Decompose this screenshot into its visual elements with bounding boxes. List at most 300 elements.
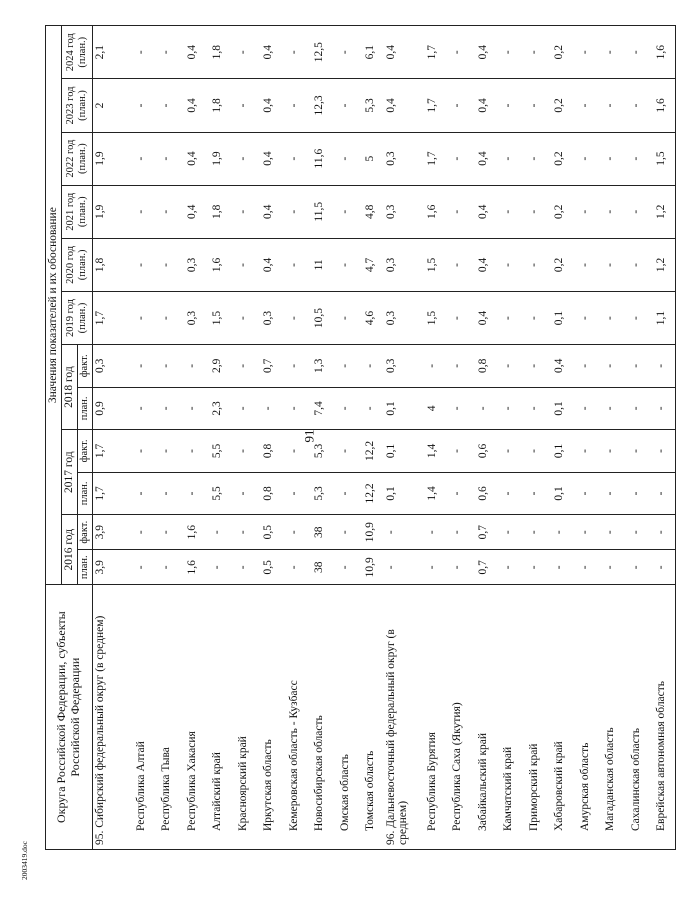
value-cell: 1,6 (180, 550, 206, 585)
value-cell: - (598, 291, 624, 344)
value-cell: - (333, 345, 359, 388)
value-cell: - (154, 550, 180, 585)
header-2021: 2021 год (план.) (61, 185, 92, 238)
value-cell: - (522, 291, 548, 344)
value-cell: 1,8 (205, 185, 231, 238)
value-cell: 0,3 (384, 238, 420, 291)
region-name: Магаданская область (598, 585, 624, 850)
value-cell: 0,3 (384, 132, 420, 185)
value-cell: - (598, 79, 624, 132)
value-cell: 4 (420, 387, 446, 430)
value-cell: 1,6 (205, 238, 231, 291)
value-cell: - (231, 345, 257, 388)
value-cell: - (231, 387, 257, 430)
value-cell: - (624, 515, 650, 550)
value-cell: 2,1 (92, 26, 129, 79)
value-cell: 0,7 (471, 550, 497, 585)
value-cell: 1,9 (92, 132, 129, 185)
value-cell: - (471, 387, 497, 430)
value-cell: 0,4 (256, 185, 282, 238)
value-cell: - (522, 387, 548, 430)
value-cell: - (420, 345, 446, 388)
table-row (256, 26, 282, 850)
value-cell: 0,4 (384, 26, 420, 79)
value-cell: 1,5 (420, 238, 446, 291)
value-cell: - (129, 238, 155, 291)
value-cell: - (547, 515, 573, 550)
value-cell: - (573, 79, 599, 132)
value-cell: - (624, 185, 650, 238)
table-row (307, 26, 333, 850)
value-cell: - (282, 26, 308, 79)
value-cell: - (522, 185, 548, 238)
value-cell: 1,4 (420, 430, 446, 473)
value-cell: 1,1 (649, 291, 675, 344)
value-cell: 0,2 (547, 132, 573, 185)
value-cell: - (420, 515, 446, 550)
value-cell: 0,3 (92, 345, 129, 388)
value-cell: 0,1 (384, 430, 420, 473)
table-row (231, 26, 257, 850)
value-cell: - (522, 345, 548, 388)
value-cell: - (573, 345, 599, 388)
value-cell: - (231, 550, 257, 585)
value-cell: - (598, 185, 624, 238)
value-cell: 5,3 (307, 430, 333, 473)
value-cell: - (129, 26, 155, 79)
value-cell: - (333, 238, 359, 291)
region-name: Омская область (333, 585, 359, 850)
header-fact: факт. (77, 515, 92, 550)
value-cell: - (384, 550, 420, 585)
value-cell: - (154, 430, 180, 473)
region-name: Еврейская автономная область (649, 585, 675, 850)
value-cell: 0,4 (256, 132, 282, 185)
value-cell: 0,8 (471, 345, 497, 388)
value-cell: - (231, 515, 257, 550)
value-cell: - (496, 185, 522, 238)
value-cell: - (129, 345, 155, 388)
header-plan: план. (77, 472, 92, 515)
value-cell: - (384, 515, 420, 550)
table-row (333, 26, 359, 850)
value-cell: - (154, 515, 180, 550)
region-name: Хабаровский край (547, 585, 573, 850)
value-cell: 0,8 (256, 430, 282, 473)
value-cell: 0,4 (471, 26, 497, 79)
value-cell: - (231, 430, 257, 473)
table-row (649, 26, 675, 850)
value-cell: - (573, 238, 599, 291)
value-cell: 3,9 (92, 550, 129, 585)
value-cell: 7,4 (307, 387, 333, 430)
value-cell: 5 (358, 132, 384, 185)
table-row (547, 26, 573, 850)
value-cell: - (256, 387, 282, 430)
header-2017: 2017 год (61, 430, 77, 515)
value-cell: - (496, 26, 522, 79)
value-cell: - (231, 132, 257, 185)
value-cell: - (333, 132, 359, 185)
value-cell: 1,7 (420, 79, 446, 132)
value-cell: 0,3 (384, 345, 420, 388)
table-row (154, 26, 180, 850)
region-name: Камчатский край (496, 585, 522, 850)
value-cell: - (445, 185, 471, 238)
value-cell: 1,2 (649, 238, 675, 291)
value-cell: - (445, 550, 471, 585)
value-cell: 10,9 (358, 550, 384, 585)
header-region: Округа Российской Федерации, субъекты Российской Федерации (46, 585, 93, 850)
value-cell: - (282, 387, 308, 430)
value-cell: - (333, 387, 359, 430)
value-cell: 1,2 (649, 185, 675, 238)
value-cell: 0,4 (256, 79, 282, 132)
value-cell: - (445, 472, 471, 515)
table-row (598, 26, 624, 850)
value-cell: 1,8 (205, 79, 231, 132)
value-cell: - (598, 345, 624, 388)
value-cell: 1,6 (649, 79, 675, 132)
value-cell: - (129, 430, 155, 473)
table-row (471, 26, 497, 850)
value-cell: 1,7 (92, 291, 129, 344)
value-cell: - (598, 238, 624, 291)
value-cell: - (522, 26, 548, 79)
value-cell: - (624, 132, 650, 185)
value-cell: 38 (307, 515, 333, 550)
value-cell: 0,3 (384, 291, 420, 344)
value-cell: 6,1 (358, 26, 384, 79)
value-cell: 0,1 (384, 387, 420, 430)
value-cell: - (598, 550, 624, 585)
value-cell: 1,7 (92, 472, 129, 515)
value-cell: 5,5 (205, 472, 231, 515)
value-cell: - (282, 515, 308, 550)
value-cell: 0,2 (547, 26, 573, 79)
value-cell: - (624, 238, 650, 291)
value-cell: 0,1 (547, 472, 573, 515)
value-cell: - (154, 387, 180, 430)
region-name: Красноярский край (231, 585, 257, 850)
value-cell: - (496, 238, 522, 291)
region-name: Иркутская область (256, 585, 282, 850)
value-cell: - (522, 238, 548, 291)
value-cell: - (445, 430, 471, 473)
value-cell: - (573, 185, 599, 238)
value-cell: 11,6 (307, 132, 333, 185)
value-cell: - (333, 430, 359, 473)
value-cell: - (129, 79, 155, 132)
value-cell: 10,5 (307, 291, 333, 344)
value-cell: 0,4 (180, 26, 206, 79)
value-cell: - (282, 132, 308, 185)
value-cell: - (573, 430, 599, 473)
value-cell: - (445, 387, 471, 430)
value-cell: 11 (307, 238, 333, 291)
value-cell: - (598, 387, 624, 430)
value-cell: - (649, 345, 675, 388)
value-cell: - (624, 472, 650, 515)
table-row (129, 26, 155, 850)
value-cell: 0,1 (547, 387, 573, 430)
value-cell: - (333, 291, 359, 344)
value-cell: - (282, 550, 308, 585)
header-2016: 2016 год (61, 515, 77, 585)
value-cell: - (649, 550, 675, 585)
value-cell: 0,4 (471, 291, 497, 344)
value-cell: - (496, 472, 522, 515)
region-name: Республика Алтай (129, 585, 155, 850)
value-cell: 0,3 (180, 238, 206, 291)
header-2018: 2018 год (61, 345, 77, 430)
value-cell: 0,4 (180, 79, 206, 132)
value-cell: 12,2 (358, 472, 384, 515)
value-cell: - (624, 291, 650, 344)
value-cell: - (129, 550, 155, 585)
value-cell: - (154, 472, 180, 515)
region-name: Алтайский край (205, 585, 231, 850)
value-cell: - (282, 79, 308, 132)
value-cell: - (598, 430, 624, 473)
value-cell: - (445, 515, 471, 550)
value-cell: - (231, 26, 257, 79)
value-cell: - (282, 430, 308, 473)
header-plan: план. (77, 550, 92, 585)
value-cell: - (496, 430, 522, 473)
value-cell: - (496, 387, 522, 430)
value-cell: 0,3 (180, 291, 206, 344)
value-cell: 4,7 (358, 238, 384, 291)
page-number: 91 (301, 429, 317, 443)
region-name: 95. Сибирский федеральный округ (в среднем) (92, 585, 129, 850)
header-2024: 2024 год (план.) (61, 26, 92, 79)
value-cell: 1,7 (92, 430, 129, 473)
value-cell: - (598, 472, 624, 515)
value-cell: 12,2 (358, 430, 384, 473)
value-cell: - (282, 291, 308, 344)
value-cell: 38 (307, 550, 333, 585)
header-2022: 2022 год (план.) (61, 132, 92, 185)
value-cell: - (282, 238, 308, 291)
value-cell: - (522, 472, 548, 515)
value-cell: - (496, 345, 522, 388)
value-cell: 5,5 (205, 430, 231, 473)
region-name: Сахалинская область (624, 585, 650, 850)
value-cell: 1,9 (92, 185, 129, 238)
region-name: Забайкальский край (471, 585, 497, 850)
value-cell: 0,1 (547, 430, 573, 473)
value-cell: - (180, 430, 206, 473)
value-cell: 0,5 (256, 550, 282, 585)
table-row (384, 26, 420, 850)
value-cell: - (231, 185, 257, 238)
value-cell: - (154, 26, 180, 79)
value-cell: 2,9 (205, 345, 231, 388)
value-cell: 1,5 (420, 291, 446, 344)
table-row (205, 26, 231, 850)
value-cell: - (231, 238, 257, 291)
value-cell: - (649, 515, 675, 550)
value-cell: - (547, 550, 573, 585)
value-cell: - (522, 430, 548, 473)
value-cell: - (496, 550, 522, 585)
value-cell: 0,4 (547, 345, 573, 388)
value-cell: 2 (92, 79, 129, 132)
value-cell: 0,4 (471, 238, 497, 291)
value-cell: - (154, 132, 180, 185)
header-group: Значения показателей и их обоснование (46, 26, 62, 585)
table-row (624, 26, 650, 850)
value-cell: 2,3 (205, 387, 231, 430)
header-2019: 2019 год (план.) (61, 291, 92, 344)
value-cell: - (445, 345, 471, 388)
value-cell: 0,3 (384, 185, 420, 238)
value-cell: 0,4 (256, 26, 282, 79)
region-name: Амурская область (573, 585, 599, 850)
value-cell: - (205, 515, 231, 550)
value-cell: 0,6 (471, 430, 497, 473)
value-cell: 0,4 (471, 185, 497, 238)
value-cell: 1,3 (307, 345, 333, 388)
value-cell: - (154, 345, 180, 388)
value-cell: 0,7 (471, 515, 497, 550)
value-cell: 0,2 (547, 79, 573, 132)
value-cell: - (445, 291, 471, 344)
value-cell: - (522, 550, 548, 585)
value-cell: - (445, 26, 471, 79)
document-id: 2003419.doc (20, 841, 29, 880)
value-cell: - (333, 26, 359, 79)
value-cell: - (154, 291, 180, 344)
value-cell: 0,7 (256, 345, 282, 388)
value-cell: - (598, 515, 624, 550)
value-cell: 1,9 (205, 132, 231, 185)
value-cell: 0,4 (180, 185, 206, 238)
value-cell: - (522, 515, 548, 550)
value-cell: 0,4 (471, 132, 497, 185)
header-plan: план. (77, 387, 92, 430)
region-name: Томская область (358, 585, 384, 850)
value-cell: - (129, 515, 155, 550)
value-cell: 10,9 (358, 515, 384, 550)
table-row (445, 26, 471, 850)
value-cell: - (496, 515, 522, 550)
table-row (573, 26, 599, 850)
value-cell: - (624, 345, 650, 388)
value-cell: 0,5 (256, 515, 282, 550)
header-fact: факт. (77, 430, 92, 473)
value-cell: - (522, 132, 548, 185)
value-cell: 0,2 (547, 238, 573, 291)
value-cell: - (649, 430, 675, 473)
value-cell: 0,4 (471, 79, 497, 132)
value-cell: - (231, 79, 257, 132)
value-cell: - (598, 132, 624, 185)
value-cell: - (624, 430, 650, 473)
value-cell: - (496, 132, 522, 185)
indicators-table (45, 25, 676, 850)
header-2020: 2020 год (план.) (61, 238, 92, 291)
value-cell: - (496, 79, 522, 132)
region-name: Новосибирская область (307, 585, 333, 850)
value-cell: 0,1 (384, 472, 420, 515)
value-cell: 1,5 (649, 132, 675, 185)
region-name: Приморский край (522, 585, 548, 850)
value-cell: - (358, 345, 384, 388)
value-cell: - (282, 185, 308, 238)
value-cell: - (573, 291, 599, 344)
value-cell: - (573, 550, 599, 585)
value-cell: 5,3 (307, 472, 333, 515)
value-cell: - (129, 472, 155, 515)
value-cell: - (573, 515, 599, 550)
value-cell: - (649, 387, 675, 430)
value-cell: - (282, 345, 308, 388)
value-cell: 0,4 (180, 132, 206, 185)
value-cell: 0,9 (92, 387, 129, 430)
value-cell: 1,5 (205, 291, 231, 344)
value-cell: 1,6 (649, 26, 675, 79)
table-row (496, 26, 522, 850)
value-cell: 0,8 (256, 472, 282, 515)
value-cell: - (624, 79, 650, 132)
value-cell: - (231, 291, 257, 344)
value-cell: 0,2 (547, 185, 573, 238)
value-cell: - (333, 550, 359, 585)
header-2023: 2023 год (план.) (61, 79, 92, 132)
value-cell: - (129, 387, 155, 430)
region-name: Кемеровская область - Кузбасс (282, 585, 308, 850)
value-cell: 0,4 (384, 79, 420, 132)
value-cell: - (154, 238, 180, 291)
value-cell: 12,5 (307, 26, 333, 79)
value-cell: 11,5 (307, 185, 333, 238)
table-row (180, 26, 206, 850)
value-cell: - (445, 238, 471, 291)
value-cell: 1,6 (420, 185, 446, 238)
table-row (358, 26, 384, 850)
value-cell: - (180, 345, 206, 388)
value-cell: - (573, 132, 599, 185)
region-name: Республика Тыва (154, 585, 180, 850)
value-cell: - (649, 472, 675, 515)
table-row (420, 26, 446, 850)
value-cell: - (624, 387, 650, 430)
value-cell: - (231, 472, 257, 515)
value-cell: 1,7 (420, 26, 446, 79)
value-cell: 3,9 (92, 515, 129, 550)
value-cell: 4,6 (358, 291, 384, 344)
value-cell: - (573, 26, 599, 79)
value-cell: - (358, 387, 384, 430)
value-cell: - (522, 79, 548, 132)
region-name: 96. Дальневосточный федеральный округ (в среднем) (384, 585, 420, 850)
value-cell: 1,8 (92, 238, 129, 291)
table-row (92, 26, 129, 850)
value-cell: 5,3 (358, 79, 384, 132)
value-cell: 1,4 (420, 472, 446, 515)
value-cell: - (129, 291, 155, 344)
value-cell: - (333, 79, 359, 132)
value-cell: - (154, 79, 180, 132)
value-cell: - (333, 515, 359, 550)
value-cell: - (154, 185, 180, 238)
value-cell: - (180, 387, 206, 430)
value-cell: 12,3 (307, 79, 333, 132)
value-cell: - (282, 472, 308, 515)
value-cell: 0,1 (547, 291, 573, 344)
